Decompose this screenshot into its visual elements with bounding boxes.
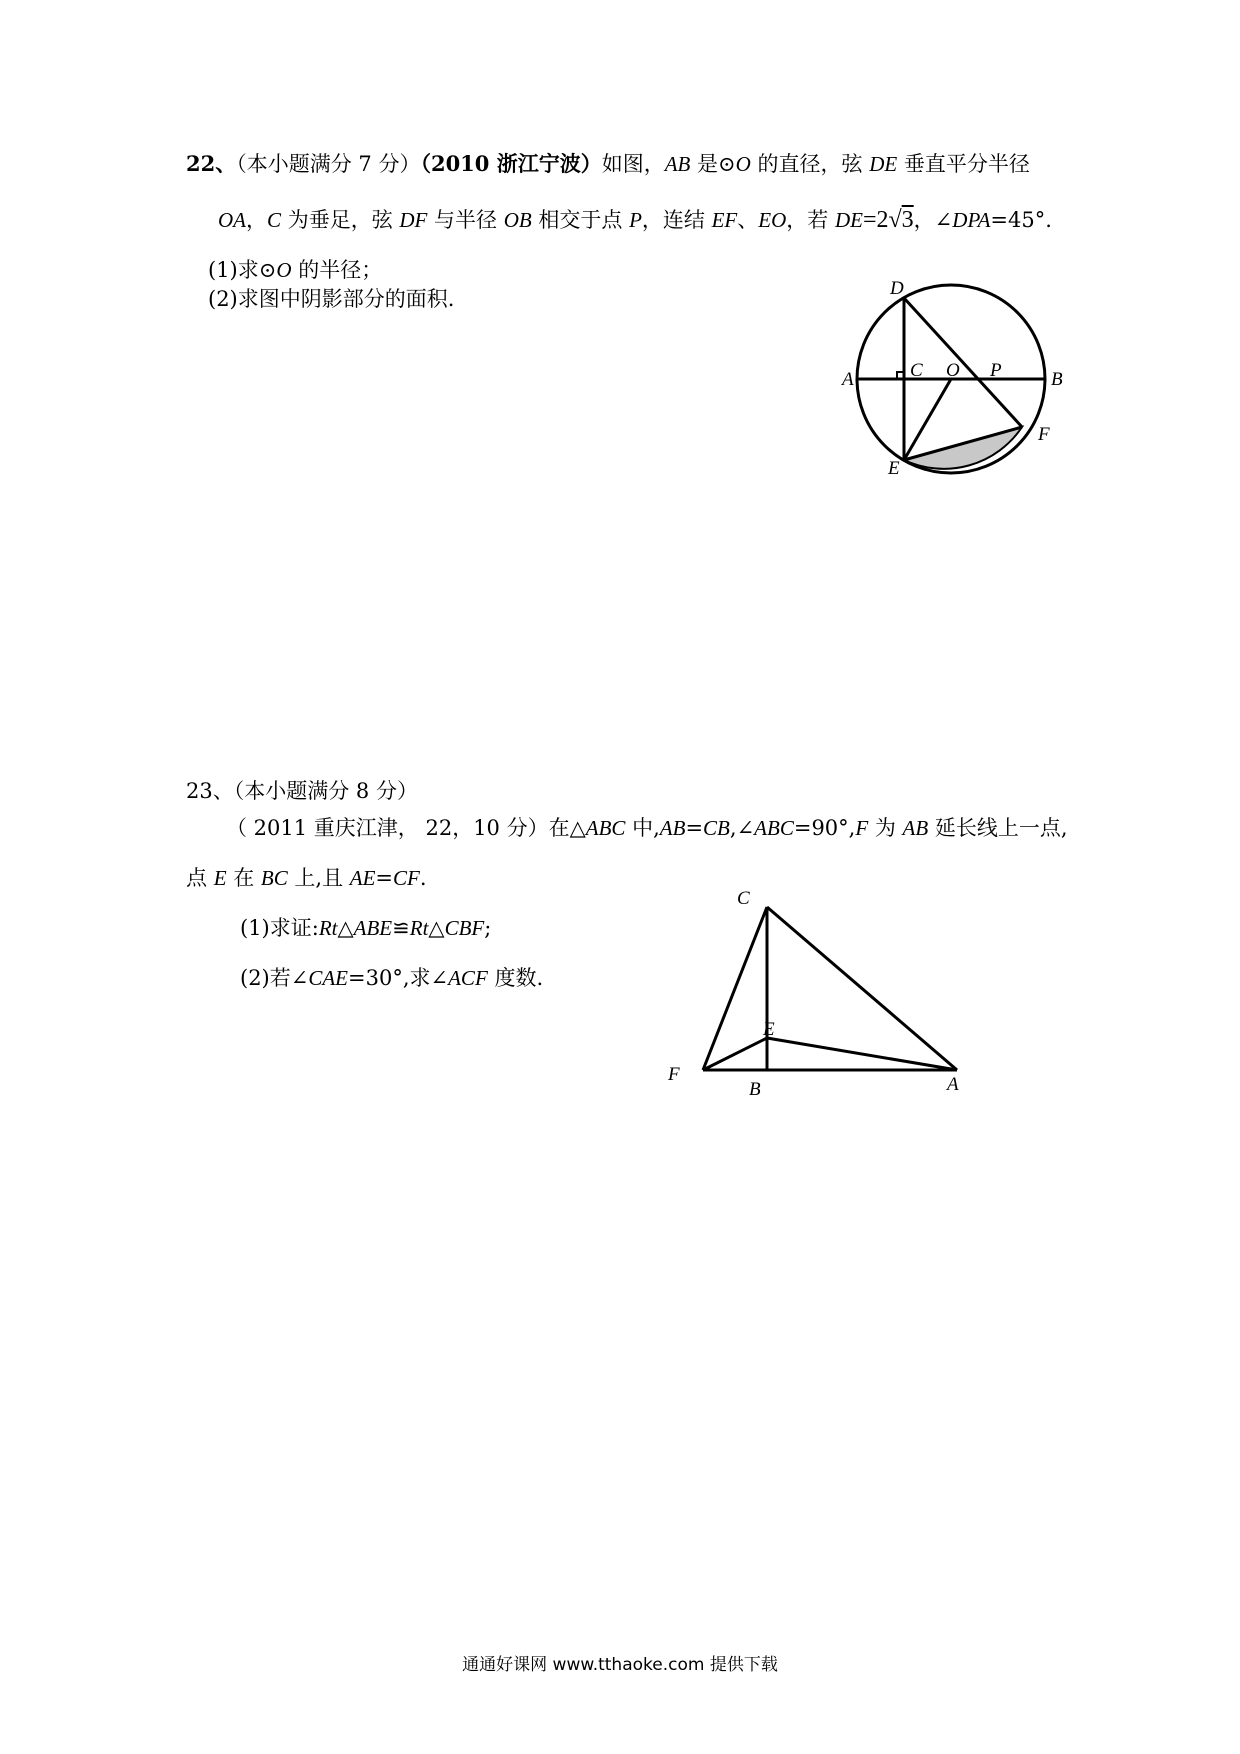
- footer: 通通好课网 www.tthaoke.com 提供下载: [462, 1655, 778, 1675]
- label-e: E: [888, 458, 900, 479]
- sqrt-sign: √3: [888, 207, 914, 233]
- q23-part-2: (2)若∠CAE=30°,求∠ACF 度数.: [240, 966, 544, 990]
- label-a: A: [842, 369, 854, 390]
- label-b: B: [749, 1079, 761, 1100]
- label-c: C: [910, 360, 923, 381]
- label-p: P: [990, 360, 1002, 381]
- q23-triangle-figure: [650, 870, 980, 1100]
- label-f: F: [668, 1064, 680, 1085]
- label-o: O: [946, 360, 960, 381]
- label-c: C: [737, 888, 750, 909]
- q23-line-3: 点 E 在 BC 上,且 AE=CF.: [186, 866, 427, 890]
- q22-part-1: (1)求⊙O 的半径；: [208, 258, 383, 282]
- q22-number: 22、: [186, 151, 237, 176]
- q22-part-2: (2)求图中阴影部分的面积.: [208, 287, 455, 311]
- q22-circle-figure: [830, 265, 1080, 485]
- label-b: B: [1051, 369, 1063, 390]
- label-d: D: [890, 278, 904, 299]
- q23-line-2: （ 2011 重庆江津， 22，10 分）在△ABC 中,AB=CB,∠ABC=90°,F 为 AB 延长线上一点,: [226, 816, 1068, 840]
- q22-source: （2010 浙江宁波）: [420, 151, 602, 176]
- q22-line-1: 22、（本小题满分 7 分）（2010 浙江宁波）如图，AB 是⊙O 的直径，弦 DE 垂直平分半径: [186, 151, 1030, 176]
- label-f: F: [1038, 424, 1050, 445]
- q22-line-2: OA，C 为垂足，弦 DF 与半径 OB 相交于点 P，连结 EF、EO，若 DE=2√3，∠DPA=45°.: [218, 207, 1052, 233]
- label-a: A: [947, 1074, 959, 1095]
- segment-cf: [703, 907, 767, 1070]
- label-e: E: [763, 1019, 775, 1040]
- q23-number: 23、: [186, 779, 234, 803]
- q23-line-1: 23、（本小题满分 8 分）: [186, 779, 418, 803]
- segment-ea: [767, 1038, 957, 1070]
- q23-part-1: (1)求证:Rt△ABE≌Rt△CBF;: [240, 916, 492, 940]
- segment-ca: [767, 907, 957, 1070]
